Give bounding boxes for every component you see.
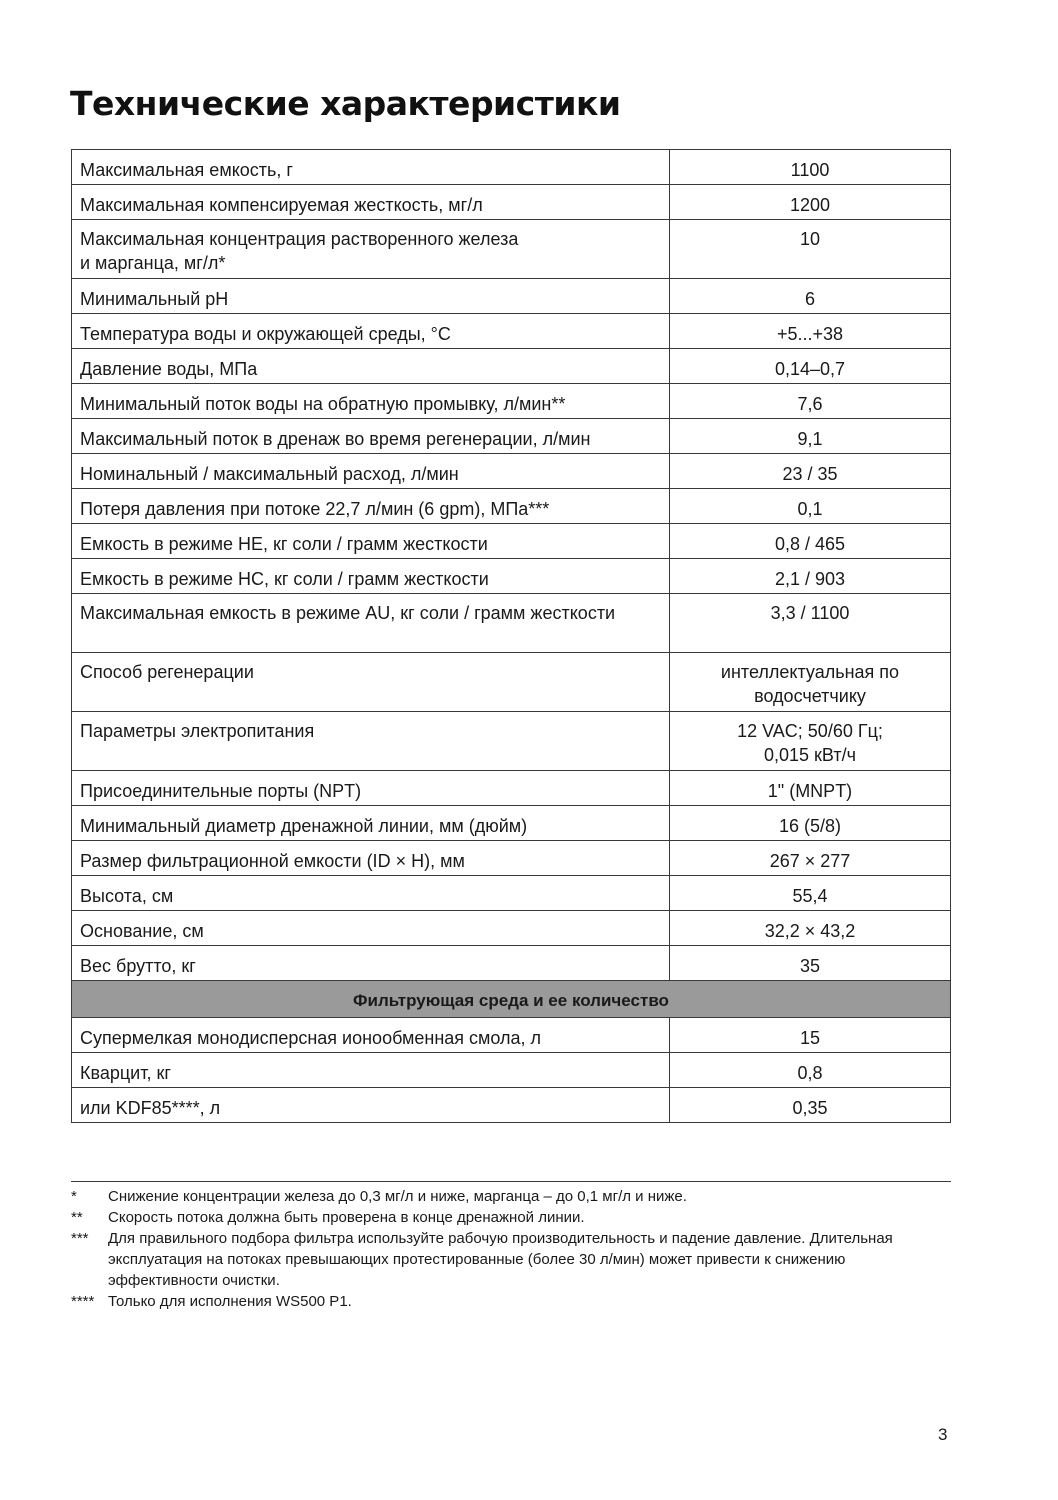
- spec-value: 32,2 × 43,2: [670, 911, 951, 946]
- spec-value: 1" (MNPT): [670, 771, 951, 806]
- footnotes-divider: [71, 1181, 951, 1182]
- spec-label: Размер фильтрационной емкости (ID × H), мм: [72, 841, 670, 876]
- footnote-text: Скорость потока должна быть проверена в конце дренажной линии.: [108, 1209, 585, 1226]
- spec-label: Минимальный поток воды на обратную промывку, л/мин**: [72, 384, 670, 419]
- footnote: [71, 1291, 953, 1312]
- table-row: [72, 185, 951, 220]
- footnote-text: Снижение концентрации железа до 0,3 мг/л и ниже, марганца – до 0,1 мг/л и ниже.: [108, 1188, 687, 1205]
- spec-value: +5...+38: [670, 314, 951, 349]
- spec-label: Параметры электропитания: [72, 712, 670, 771]
- spec-label: Максимальная компенсируемая жесткость, мг/л: [72, 185, 670, 220]
- spec-label: Максимальный поток в дренаж во время регенерации, л/мин: [72, 419, 670, 454]
- table-row: [72, 524, 951, 559]
- table-row: [72, 220, 951, 279]
- table-row: [72, 419, 951, 454]
- spec-label: Максимальная емкость, г: [72, 150, 670, 185]
- spec-value: 0,14–0,7: [670, 349, 951, 384]
- spec-value: [670, 712, 951, 771]
- spec-label: Номинальный / максимальный расход, л/мин: [72, 454, 670, 489]
- spec-label: Вес брутто, кг: [72, 946, 670, 981]
- footnote-text: Только для исполнения WS500 P1.: [108, 1293, 352, 1310]
- table-row: [72, 314, 951, 349]
- table-row: [72, 771, 951, 806]
- spec-label: Давление воды, МПа: [72, 349, 670, 384]
- table-row: [72, 876, 951, 911]
- media-label: или KDF85****, л: [72, 1088, 670, 1123]
- footnote: [71, 1186, 953, 1207]
- page-title: Технические характеристики: [70, 84, 621, 123]
- spec-label: Основание, см: [72, 911, 670, 946]
- spec-value: 10: [670, 220, 951, 279]
- spec-label: Минимальный pH: [72, 279, 670, 314]
- footnote-mark: ***: [71, 1230, 89, 1247]
- footnotes: [71, 1186, 953, 1312]
- spec-label: Емкость в режиме HC, кг соли / грамм жесткости: [72, 559, 670, 594]
- table-row: [72, 594, 951, 653]
- spec-value: 3,3 / 1100: [670, 594, 951, 653]
- table-row: [72, 279, 951, 314]
- spec-value-text: интеллектуальная по водосчетчику: [720, 662, 900, 706]
- table-row: [72, 1088, 951, 1123]
- specs-table: [71, 149, 951, 1123]
- media-value: 0,35: [670, 1088, 951, 1123]
- section-header-row: [72, 981, 951, 1018]
- table-row: [72, 653, 951, 712]
- footnote-text: Для правильного подбора фильтра используйте рабочую производительность и падение давление. Длительная эксплуатация на потоках превышающих протестированные (более 30 л/мин) может привести к снижению эффективности очистки.: [108, 1230, 893, 1289]
- table-row: [72, 384, 951, 419]
- spec-label: Температура воды и окружающей среды, °С: [72, 314, 670, 349]
- spec-label: Емкость в режиме HE, кг соли / грамм жесткости: [72, 524, 670, 559]
- table-row: [72, 454, 951, 489]
- footnote: [71, 1207, 953, 1228]
- spec-value: 2,1 / 903: [670, 559, 951, 594]
- spec-value: 35: [670, 946, 951, 981]
- table-row: [72, 559, 951, 594]
- spec-value: 1100: [670, 150, 951, 185]
- table-row: [72, 349, 951, 384]
- spec-value: 1200: [670, 185, 951, 220]
- spec-label: Способ регенерации: [72, 653, 670, 712]
- footnote-mark: ****: [71, 1293, 95, 1310]
- section-header: Фильтрующая среда и ее количество: [72, 981, 951, 1018]
- table-row: [72, 1018, 951, 1053]
- spec-value-text: 12 VAC; 50/60 Гц; 0,015 кВт/ч: [737, 721, 883, 765]
- table-row: [72, 150, 951, 185]
- spec-value: 6: [670, 279, 951, 314]
- footnote-mark: **: [71, 1209, 83, 1226]
- table-row: [72, 806, 951, 841]
- footnote-mark: *: [71, 1188, 77, 1205]
- media-label: Кварцит, кг: [72, 1053, 670, 1088]
- spec-label: Минимальный диаметр дренажной линии, мм (дюйм): [72, 806, 670, 841]
- page-number: 3: [938, 1425, 948, 1444]
- spec-label-text: Максимальная концентрация растворенного железа и марганца, мг/л*: [80, 229, 519, 273]
- table-row: [72, 946, 951, 981]
- spec-value: 0,8 / 465: [670, 524, 951, 559]
- table-row: [72, 489, 951, 524]
- spec-label: [72, 220, 670, 279]
- table-row: [72, 911, 951, 946]
- media-value: 0,8: [670, 1053, 951, 1088]
- spec-value: 9,1: [670, 419, 951, 454]
- media-label: Супермелкая монодисперсная ионообменная смола, л: [72, 1018, 670, 1053]
- spec-label: Высота, см: [72, 876, 670, 911]
- spec-value: 16 (5/8): [670, 806, 951, 841]
- spec-value: 55,4: [670, 876, 951, 911]
- spec-label: Присоединительные порты (NPT): [72, 771, 670, 806]
- table-row: [72, 712, 951, 771]
- spec-value: 267 × 277: [670, 841, 951, 876]
- spec-label-text: Максимальная емкость в режиме AU, кг соли / грамм жесткости: [80, 603, 616, 623]
- spec-value: 23 / 35: [670, 454, 951, 489]
- spec-label: Потеря давления при потоке 22,7 л/мин (6 gpm), МПа***: [72, 489, 670, 524]
- spec-value: [670, 653, 951, 712]
- media-value: 15: [670, 1018, 951, 1053]
- spec-label: [72, 594, 670, 653]
- table-row: [72, 841, 951, 876]
- spec-value: 0,1: [670, 489, 951, 524]
- spec-value: 7,6: [670, 384, 951, 419]
- footnote: [71, 1228, 953, 1291]
- table-row: [72, 1053, 951, 1088]
